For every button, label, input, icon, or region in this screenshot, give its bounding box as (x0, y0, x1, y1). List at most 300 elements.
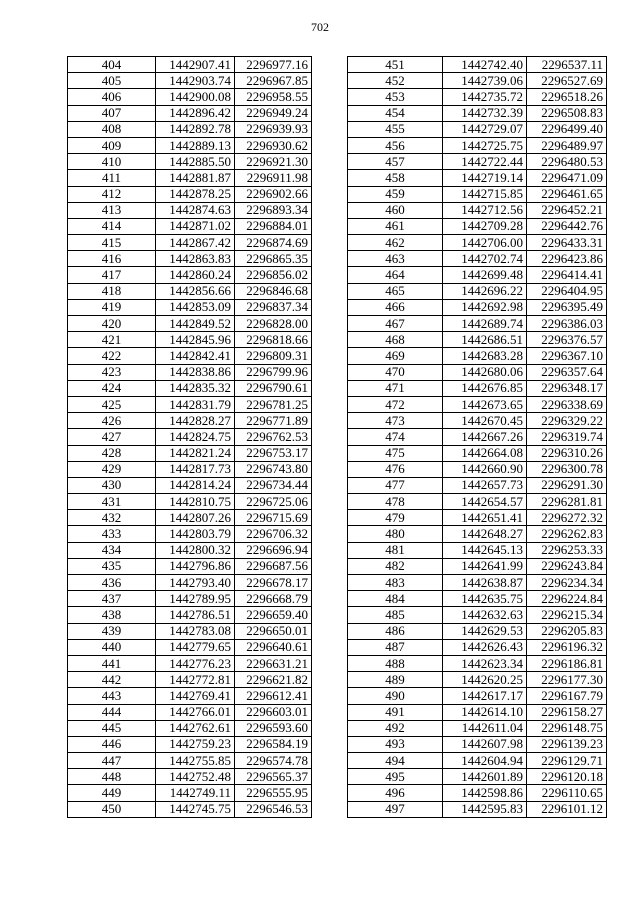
y-coordinate-cell: 2296367.10 (527, 348, 607, 364)
table-row (68, 575, 312, 591)
table-row (348, 753, 607, 769)
table-row (68, 283, 312, 299)
x-coordinate-cell: 1442810.75 (156, 494, 235, 510)
x-coordinate-cell: 1442722.44 (443, 154, 527, 170)
x-coordinate-cell: 1442860.24 (156, 267, 235, 283)
x-coordinate-cell: 1442749.11 (156, 785, 235, 801)
y-coordinate-cell: 2296395.49 (527, 299, 607, 315)
y-coordinate-cell: 2296574.78 (235, 753, 312, 769)
table-row (348, 380, 607, 396)
table-row (68, 558, 312, 574)
table-row (68, 218, 312, 234)
table-row (348, 186, 607, 202)
table-row (68, 591, 312, 607)
table-row (348, 558, 607, 574)
point-id-cell: 426 (68, 413, 156, 429)
y-coordinate-cell: 2296253.33 (527, 542, 607, 558)
table-row (348, 218, 607, 234)
table-row (68, 170, 312, 186)
x-coordinate-cell: 1442654.57 (443, 494, 527, 510)
point-id-cell: 433 (68, 526, 156, 542)
x-coordinate-cell: 1442732.39 (443, 105, 527, 121)
x-coordinate-cell: 1442900.08 (156, 89, 235, 105)
table-row (68, 607, 312, 623)
point-id-cell: 487 (348, 639, 443, 655)
x-coordinate-cell: 1442629.53 (443, 623, 527, 639)
point-id-cell: 469 (348, 348, 443, 364)
y-coordinate-cell: 2296584.19 (235, 736, 312, 752)
point-id-cell: 434 (68, 542, 156, 558)
point-id-cell: 486 (348, 623, 443, 639)
point-id-cell: 473 (348, 413, 443, 429)
y-coordinate-cell: 2296893.34 (235, 202, 312, 218)
y-coordinate-cell: 2296884.01 (235, 218, 312, 234)
y-coordinate-cell: 2296818.66 (235, 332, 312, 348)
x-coordinate-cell: 1442779.65 (156, 639, 235, 655)
y-coordinate-cell: 2296177.30 (527, 672, 607, 688)
x-coordinate-cell: 1442803.79 (156, 526, 235, 542)
y-coordinate-cell: 2296650.01 (235, 623, 312, 639)
y-coordinate-cell: 2296423.86 (527, 251, 607, 267)
x-coordinate-cell: 1442903.74 (156, 73, 235, 89)
point-id-cell: 479 (348, 510, 443, 526)
y-coordinate-cell: 2296167.79 (527, 688, 607, 704)
y-coordinate-cell: 2296977.16 (235, 57, 312, 73)
point-id-cell: 488 (348, 655, 443, 671)
point-id-cell: 481 (348, 542, 443, 558)
x-coordinate-cell: 1442752.48 (156, 769, 235, 785)
table-row (348, 445, 607, 461)
y-coordinate-cell: 2296518.26 (527, 89, 607, 105)
table-row (68, 380, 312, 396)
page-number: 702 (311, 20, 329, 34)
y-coordinate-cell: 2296706.32 (235, 526, 312, 542)
y-coordinate-cell: 2296196.32 (527, 639, 607, 655)
x-coordinate-cell: 1442611.04 (443, 720, 527, 736)
table-row (68, 251, 312, 267)
y-coordinate-cell: 2296319.74 (527, 429, 607, 445)
point-id-cell: 483 (348, 575, 443, 591)
point-id-cell: 484 (348, 591, 443, 607)
point-id-cell: 458 (348, 170, 443, 186)
y-coordinate-cell: 2296555.95 (235, 785, 312, 801)
x-coordinate-cell: 1442607.98 (443, 736, 527, 752)
table-row (348, 477, 607, 493)
point-id-cell: 470 (348, 364, 443, 380)
x-coordinate-cell: 1442651.41 (443, 510, 527, 526)
table-row (348, 494, 607, 510)
y-coordinate-cell: 2296471.09 (527, 170, 607, 186)
point-id-cell: 471 (348, 380, 443, 396)
table-row (348, 607, 607, 623)
y-coordinate-cell: 2296687.56 (235, 558, 312, 574)
y-coordinate-cell: 2296593.60 (235, 720, 312, 736)
x-coordinate-cell: 1442786.51 (156, 607, 235, 623)
x-coordinate-cell: 1442657.73 (443, 477, 527, 493)
point-id-cell: 417 (68, 267, 156, 283)
point-id-cell: 436 (68, 575, 156, 591)
x-coordinate-cell: 1442878.25 (156, 186, 235, 202)
x-coordinate-cell: 1442632.63 (443, 607, 527, 623)
x-coordinate-cell: 1442772.81 (156, 672, 235, 688)
x-coordinate-cell: 1442755.85 (156, 753, 235, 769)
point-id-cell: 422 (68, 348, 156, 364)
table-row (348, 575, 607, 591)
table-row (348, 704, 607, 720)
table-row (68, 154, 312, 170)
table-row (348, 429, 607, 445)
y-coordinate-cell: 2296762.53 (235, 429, 312, 445)
x-coordinate-cell: 1442604.94 (443, 753, 527, 769)
x-coordinate-cell: 1442817.73 (156, 461, 235, 477)
x-coordinate-cell: 1442626.43 (443, 639, 527, 655)
table-row (68, 137, 312, 153)
point-id-cell: 407 (68, 105, 156, 121)
point-id-cell: 445 (68, 720, 156, 736)
table-row (68, 364, 312, 380)
y-coordinate-cell: 2296348.17 (527, 380, 607, 396)
x-coordinate-cell: 1442863.83 (156, 251, 235, 267)
x-coordinate-cell: 1442712.56 (443, 202, 527, 218)
point-id-cell: 418 (68, 283, 156, 299)
x-coordinate-cell: 1442735.72 (443, 89, 527, 105)
x-coordinate-cell: 1442776.23 (156, 655, 235, 671)
table-row (348, 542, 607, 558)
table-row (348, 267, 607, 283)
x-coordinate-cell: 1442889.13 (156, 137, 235, 153)
x-coordinate-cell: 1442725.75 (443, 137, 527, 153)
table-row (68, 639, 312, 655)
point-id-cell: 450 (68, 801, 156, 817)
table-row (348, 413, 607, 429)
y-coordinate-cell: 2296433.31 (527, 235, 607, 251)
y-coordinate-cell: 2296546.53 (235, 801, 312, 817)
point-id-cell: 455 (348, 121, 443, 137)
point-id-cell: 439 (68, 623, 156, 639)
y-coordinate-cell: 2296452.21 (527, 202, 607, 218)
table-row (348, 769, 607, 785)
coordinate-table-left (67, 56, 312, 818)
y-coordinate-cell: 2296272.32 (527, 510, 607, 526)
point-id-cell: 461 (348, 218, 443, 234)
x-coordinate-cell: 1442595.83 (443, 801, 527, 817)
x-coordinate-cell: 1442645.13 (443, 542, 527, 558)
point-id-cell: 468 (348, 332, 443, 348)
x-coordinate-cell: 1442885.50 (156, 154, 235, 170)
y-coordinate-cell: 2296527.69 (527, 73, 607, 89)
y-coordinate-cell: 2296621.82 (235, 672, 312, 688)
point-id-cell: 476 (348, 461, 443, 477)
table-row (348, 299, 607, 315)
table-row (348, 57, 607, 73)
point-id-cell: 467 (348, 316, 443, 332)
y-coordinate-cell: 2296930.62 (235, 137, 312, 153)
y-coordinate-cell: 2296631.21 (235, 655, 312, 671)
x-coordinate-cell: 1442676.85 (443, 380, 527, 396)
y-coordinate-cell: 2296139.23 (527, 736, 607, 752)
table-row (68, 396, 312, 412)
table-row (348, 510, 607, 526)
x-coordinate-cell: 1442871.02 (156, 218, 235, 234)
y-coordinate-cell: 2296696.94 (235, 542, 312, 558)
y-coordinate-cell: 2296537.11 (527, 57, 607, 73)
table-row (348, 89, 607, 105)
table-row (348, 170, 607, 186)
x-coordinate-cell: 1442598.86 (443, 785, 527, 801)
x-coordinate-cell: 1442849.52 (156, 316, 235, 332)
x-coordinate-cell: 1442824.75 (156, 429, 235, 445)
x-coordinate-cell: 1442881.87 (156, 170, 235, 186)
y-coordinate-cell: 2296659.40 (235, 607, 312, 623)
table-row (348, 720, 607, 736)
y-coordinate-cell: 2296148.75 (527, 720, 607, 736)
x-coordinate-cell: 1442620.25 (443, 672, 527, 688)
point-id-cell: 453 (348, 89, 443, 105)
table-row (68, 526, 312, 542)
x-coordinate-cell: 1442715.85 (443, 186, 527, 202)
table-row (68, 429, 312, 445)
point-id-cell: 427 (68, 429, 156, 445)
point-id-cell: 472 (348, 396, 443, 412)
x-coordinate-cell: 1442800.32 (156, 542, 235, 558)
point-id-cell: 495 (348, 769, 443, 785)
point-id-cell: 409 (68, 137, 156, 153)
table-row (348, 121, 607, 137)
table-row (68, 445, 312, 461)
y-coordinate-cell: 2296799.96 (235, 364, 312, 380)
point-id-cell: 474 (348, 429, 443, 445)
y-coordinate-cell: 2296678.17 (235, 575, 312, 591)
y-coordinate-cell: 2296338.69 (527, 396, 607, 412)
y-coordinate-cell: 2296612.41 (235, 688, 312, 704)
point-id-cell: 408 (68, 121, 156, 137)
x-coordinate-cell: 1442689.74 (443, 316, 527, 332)
y-coordinate-cell: 2296771.89 (235, 413, 312, 429)
point-id-cell: 454 (348, 105, 443, 121)
x-coordinate-cell: 1442648.27 (443, 526, 527, 542)
x-coordinate-cell: 1442614.10 (443, 704, 527, 720)
table-row (348, 202, 607, 218)
x-coordinate-cell: 1442696.22 (443, 283, 527, 299)
y-coordinate-cell: 2296480.53 (527, 154, 607, 170)
point-id-cell: 459 (348, 186, 443, 202)
table-row (68, 542, 312, 558)
x-coordinate-cell: 1442601.89 (443, 769, 527, 785)
y-coordinate-cell: 2296262.83 (527, 526, 607, 542)
point-id-cell: 421 (68, 332, 156, 348)
y-coordinate-cell: 2296640.61 (235, 639, 312, 655)
x-coordinate-cell: 1442673.65 (443, 396, 527, 412)
point-id-cell: 451 (348, 57, 443, 73)
point-id-cell: 497 (348, 801, 443, 817)
coordinate-table-right (347, 56, 607, 818)
x-coordinate-cell: 1442796.86 (156, 558, 235, 574)
table-row (68, 267, 312, 283)
table-row (348, 688, 607, 704)
y-coordinate-cell: 2296911.98 (235, 170, 312, 186)
y-coordinate-cell: 2296243.84 (527, 558, 607, 574)
y-coordinate-cell: 2296734.44 (235, 477, 312, 493)
x-coordinate-cell: 1442835.32 (156, 380, 235, 396)
table-row (348, 655, 607, 671)
point-id-cell: 456 (348, 137, 443, 153)
table-row (68, 202, 312, 218)
table-row (68, 720, 312, 736)
point-id-cell: 482 (348, 558, 443, 574)
x-coordinate-cell: 1442664.08 (443, 445, 527, 461)
table-row (68, 299, 312, 315)
table-row (68, 510, 312, 526)
x-coordinate-cell: 1442638.87 (443, 575, 527, 591)
point-id-cell: 477 (348, 477, 443, 493)
table-row (68, 623, 312, 639)
table-row (68, 105, 312, 121)
x-coordinate-cell: 1442814.24 (156, 477, 235, 493)
table-row (348, 639, 607, 655)
x-coordinate-cell: 1442892.78 (156, 121, 235, 137)
point-id-cell: 423 (68, 364, 156, 380)
point-id-cell: 415 (68, 235, 156, 251)
table-row (348, 801, 607, 817)
x-coordinate-cell: 1442896.42 (156, 105, 235, 121)
x-coordinate-cell: 1442699.48 (443, 267, 527, 283)
y-coordinate-cell: 2296310.26 (527, 445, 607, 461)
x-coordinate-cell: 1442635.75 (443, 591, 527, 607)
table-row (68, 73, 312, 89)
table-row (68, 413, 312, 429)
point-id-cell: 410 (68, 154, 156, 170)
y-coordinate-cell: 2296129.71 (527, 753, 607, 769)
point-id-cell: 413 (68, 202, 156, 218)
table-row (68, 235, 312, 251)
x-coordinate-cell: 1442706.00 (443, 235, 527, 251)
point-id-cell: 441 (68, 655, 156, 671)
x-coordinate-cell: 1442853.09 (156, 299, 235, 315)
y-coordinate-cell: 2296281.81 (527, 494, 607, 510)
point-id-cell: 493 (348, 736, 443, 752)
y-coordinate-cell: 2296329.22 (527, 413, 607, 429)
table-row (68, 121, 312, 137)
y-coordinate-cell: 2296846.68 (235, 283, 312, 299)
table-row (348, 316, 607, 332)
table-row (68, 348, 312, 364)
x-coordinate-cell: 1442641.99 (443, 558, 527, 574)
table-row (348, 396, 607, 412)
x-coordinate-cell: 1442807.26 (156, 510, 235, 526)
point-id-cell: 463 (348, 251, 443, 267)
y-coordinate-cell: 2296856.02 (235, 267, 312, 283)
x-coordinate-cell: 1442769.41 (156, 688, 235, 704)
point-id-cell: 464 (348, 267, 443, 283)
point-id-cell: 489 (348, 672, 443, 688)
point-id-cell: 416 (68, 251, 156, 267)
table-row (68, 753, 312, 769)
point-id-cell: 420 (68, 316, 156, 332)
table-row (348, 526, 607, 542)
point-id-cell: 431 (68, 494, 156, 510)
table-row (68, 477, 312, 493)
x-coordinate-cell: 1442783.08 (156, 623, 235, 639)
x-coordinate-cell: 1442745.75 (156, 801, 235, 817)
x-coordinate-cell: 1442759.23 (156, 736, 235, 752)
x-coordinate-cell: 1442907.41 (156, 57, 235, 73)
x-coordinate-cell: 1442709.28 (443, 218, 527, 234)
point-id-cell: 438 (68, 607, 156, 623)
point-id-cell: 447 (68, 753, 156, 769)
y-coordinate-cell: 2296404.95 (527, 283, 607, 299)
y-coordinate-cell: 2296205.83 (527, 623, 607, 639)
table-row (68, 785, 312, 801)
point-id-cell: 430 (68, 477, 156, 493)
point-id-cell: 449 (68, 785, 156, 801)
point-id-cell: 443 (68, 688, 156, 704)
y-coordinate-cell: 2296828.00 (235, 316, 312, 332)
y-coordinate-cell: 2296442.76 (527, 218, 607, 234)
x-coordinate-cell: 1442739.06 (443, 73, 527, 89)
y-coordinate-cell: 2296781.25 (235, 396, 312, 412)
y-coordinate-cell: 2296790.61 (235, 380, 312, 396)
x-coordinate-cell: 1442762.61 (156, 720, 235, 736)
point-id-cell: 478 (348, 494, 443, 510)
point-id-cell: 466 (348, 299, 443, 315)
table-row (348, 154, 607, 170)
x-coordinate-cell: 1442831.79 (156, 396, 235, 412)
point-id-cell: 442 (68, 672, 156, 688)
point-id-cell: 490 (348, 688, 443, 704)
table-row (68, 655, 312, 671)
y-coordinate-cell: 2296603.01 (235, 704, 312, 720)
table-row (68, 704, 312, 720)
point-id-cell: 475 (348, 445, 443, 461)
y-coordinate-cell: 2296499.40 (527, 121, 607, 137)
point-id-cell: 414 (68, 218, 156, 234)
table-row (348, 348, 607, 364)
point-id-cell: 437 (68, 591, 156, 607)
y-coordinate-cell: 2296753.17 (235, 445, 312, 461)
y-coordinate-cell: 2296668.79 (235, 591, 312, 607)
y-coordinate-cell: 2296865.35 (235, 251, 312, 267)
point-id-cell: 440 (68, 639, 156, 655)
y-coordinate-cell: 2296120.18 (527, 769, 607, 785)
x-coordinate-cell: 1442692.98 (443, 299, 527, 315)
y-coordinate-cell: 2296461.65 (527, 186, 607, 202)
table-row (348, 73, 607, 89)
point-id-cell: 494 (348, 753, 443, 769)
table-row (348, 736, 607, 752)
x-coordinate-cell: 1442789.95 (156, 591, 235, 607)
y-coordinate-cell: 2296958.55 (235, 89, 312, 105)
point-id-cell: 404 (68, 57, 156, 73)
y-coordinate-cell: 2296939.93 (235, 121, 312, 137)
point-id-cell: 412 (68, 186, 156, 202)
x-coordinate-cell: 1442702.74 (443, 251, 527, 267)
y-coordinate-cell: 2296215.34 (527, 607, 607, 623)
point-id-cell: 452 (348, 73, 443, 89)
y-coordinate-cell: 2296725.06 (235, 494, 312, 510)
table-row (68, 769, 312, 785)
y-coordinate-cell: 2296809.31 (235, 348, 312, 364)
point-id-cell: 457 (348, 154, 443, 170)
table-row (348, 364, 607, 380)
table-row (348, 591, 607, 607)
y-coordinate-cell: 2296874.69 (235, 235, 312, 251)
y-coordinate-cell: 2296234.34 (527, 575, 607, 591)
point-id-cell: 485 (348, 607, 443, 623)
y-coordinate-cell: 2296921.30 (235, 154, 312, 170)
point-id-cell: 405 (68, 73, 156, 89)
point-id-cell: 462 (348, 235, 443, 251)
table-row (68, 461, 312, 477)
